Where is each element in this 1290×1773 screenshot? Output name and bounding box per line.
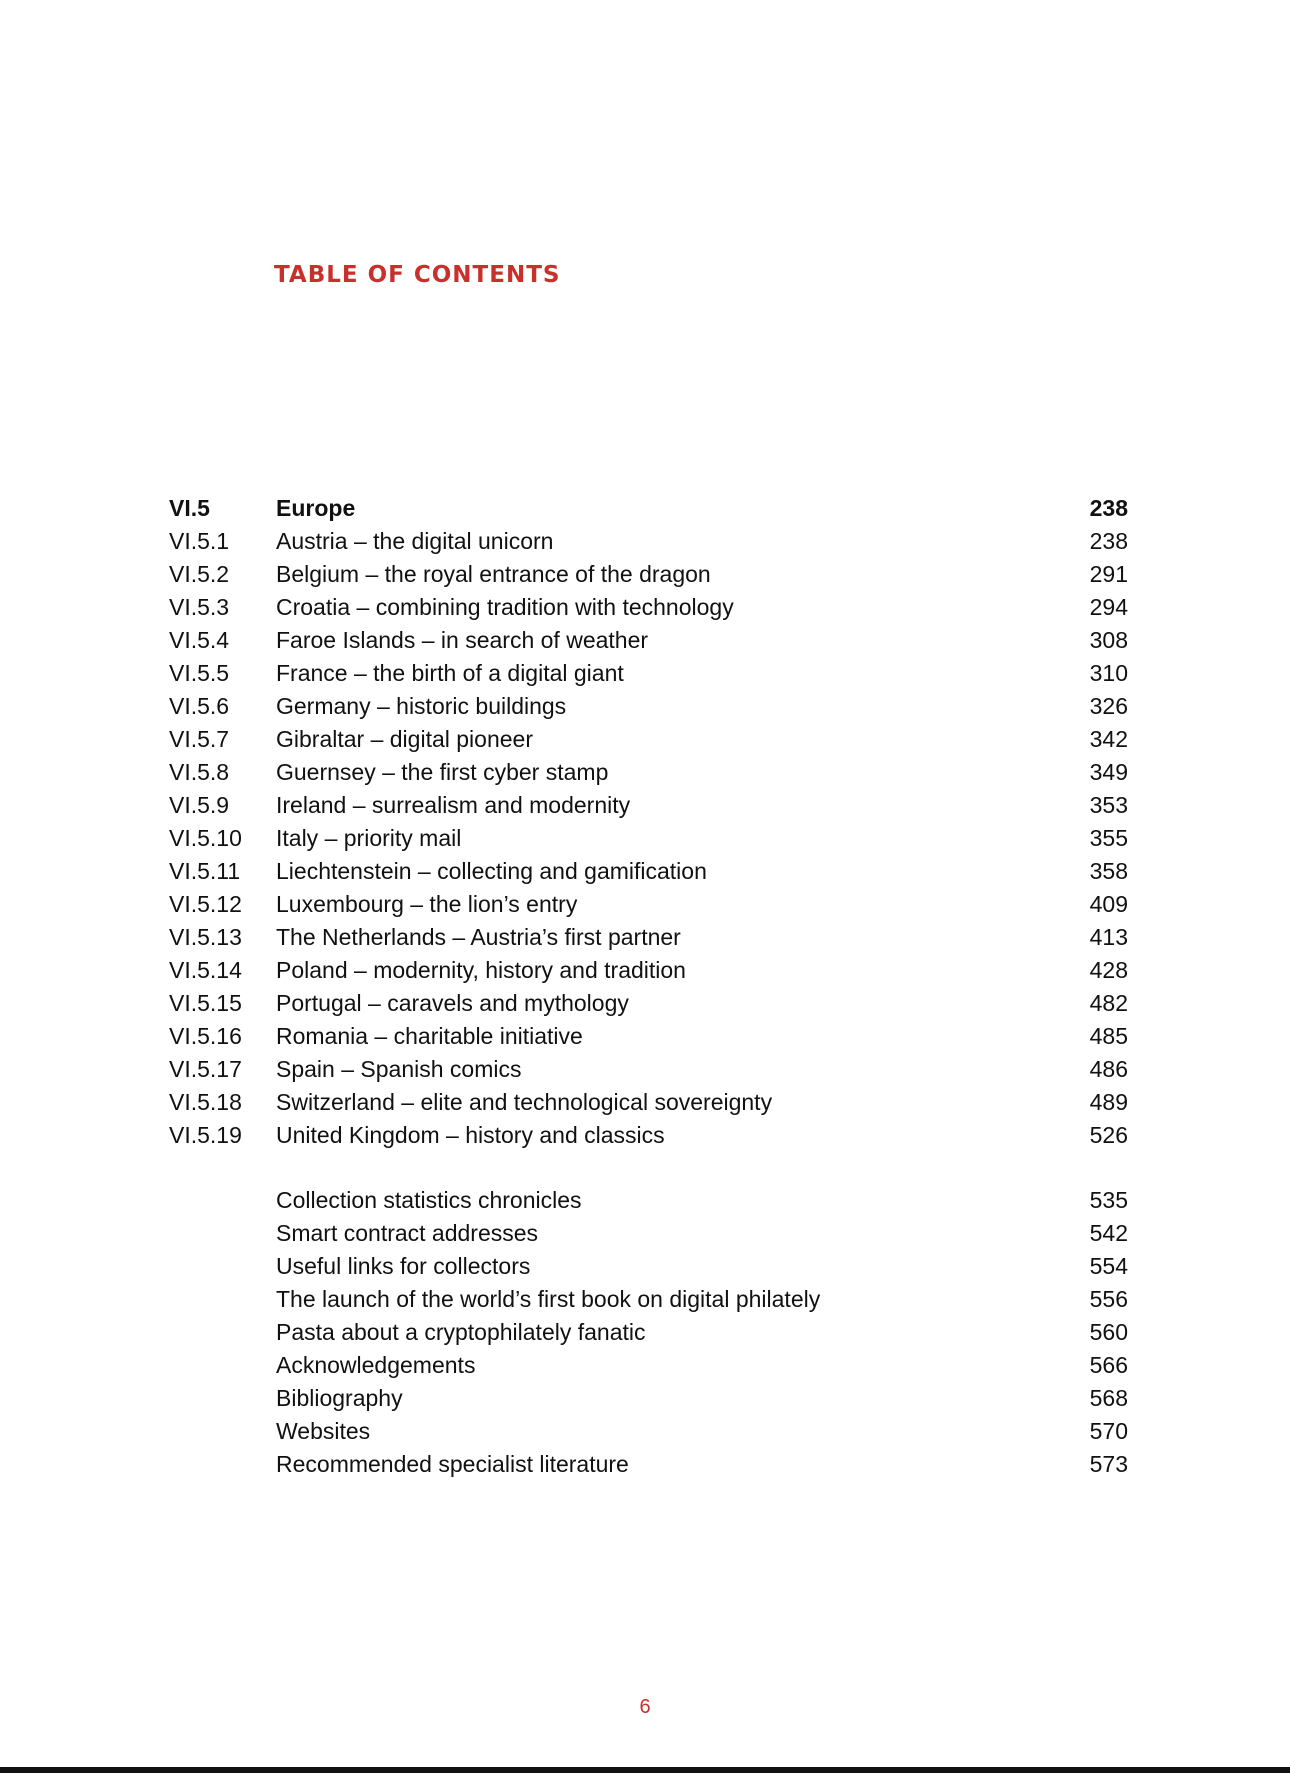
bottom-rule [0,1767,1290,1773]
toc-entry-title: France – the birth of a digital giant [276,660,624,686]
toc-entry-row[interactable] [169,1053,1128,1086]
toc-entry-row[interactable] [169,1448,1128,1481]
toc-section-page: 238 [1089,495,1128,521]
toc-entry-title: Gibraltar – digital pioneer [276,726,533,752]
toc-entry-row[interactable] [169,591,1128,624]
toc-entry-row[interactable] [169,624,1128,657]
toc-entry-title: Collection statistics chronicles [276,1187,582,1213]
toc-entry-page: 349 [1089,759,1128,785]
toc-entry-number: VI.5.17 [169,1056,242,1082]
toc-entry-title: Croatia – combining tradition with technology [276,594,734,620]
toc-entry-number: VI.5.1 [169,528,230,554]
toc-entry-number: VI.5.2 [169,561,230,587]
toc-entry-page: 568 [1089,1385,1128,1411]
toc-entry-row[interactable] [169,1316,1128,1349]
toc-entry-row[interactable] [169,558,1128,591]
toc-entry-number: VI.5.16 [169,1023,242,1049]
toc-entry-page: 535 [1089,1187,1128,1213]
toc-section-row[interactable] [169,492,1128,525]
toc-entry-page: 428 [1089,957,1128,983]
toc-entry-page: 413 [1089,924,1128,950]
toc-entry-page: 326 [1089,693,1128,719]
toc-entry-number: VI.5.9 [169,792,230,818]
toc-entry-row[interactable] [169,954,1128,987]
page-title: TABLE OF CONTENTS [274,262,561,288]
toc-entry-title: Bibliography [276,1385,403,1411]
toc-entry-title: Recommended specialist literature [276,1451,629,1477]
toc-entry-number: VI.5.3 [169,594,230,620]
toc-entry-title: Austria – the digital unicorn [276,528,554,554]
toc-entry-page: 482 [1089,990,1128,1016]
toc-entry-title: The Netherlands – Austria’s first partner [276,924,681,950]
toc-entry-number: VI.5.15 [169,990,242,1016]
toc-entry-row[interactable] [169,1184,1128,1217]
toc-entry-title: Guernsey – the first cyber stamp [276,759,609,785]
toc-entry-page: 355 [1089,825,1128,851]
toc-entry-title: United Kingdom – history and classics [276,1122,665,1148]
toc-entry-row[interactable] [169,888,1128,921]
toc-entry-number: VI.5.7 [169,726,230,752]
toc-entries-list [169,525,1128,1152]
toc-entry-title: Ireland – surrealism and modernity [276,792,631,818]
toc-entry-row[interactable] [169,1382,1128,1415]
toc-entry-number: VI.5.19 [169,1122,242,1148]
toc-entry-title: Belgium – the royal entrance of the dragon [276,561,711,587]
toc-entry-title: Smart contract addresses [276,1220,539,1246]
toc-entry-number: VI.5.13 [169,924,242,950]
toc-entry-row[interactable] [169,756,1128,789]
toc-entry-row[interactable] [169,987,1128,1020]
toc-entry-page: 554 [1089,1253,1128,1279]
toc-entry-title: The launch of the world’s first book on digital philately [276,1286,821,1312]
toc-entry-row[interactable] [169,525,1128,558]
toc-entry-page: 486 [1089,1056,1128,1082]
toc-section-title: Europe [276,495,356,521]
toc-entry-page: 573 [1089,1451,1128,1477]
toc-entry-row[interactable] [169,822,1128,855]
toc-entry-row[interactable] [169,921,1128,954]
toc-entry-row[interactable] [169,1415,1128,1448]
toc-entry-row[interactable] [169,1217,1128,1250]
toc-entry-number: VI.5.4 [169,627,230,653]
toc-entry-title: Faroe Islands – in search of weather [276,627,649,653]
toc-entry-title: Romania – charitable initiative [276,1023,583,1049]
toc-entry-page: 310 [1089,660,1128,686]
toc-entry-title: Acknowledgements [276,1352,476,1378]
toc-entry-page: 566 [1089,1352,1128,1378]
toc-entry-title: Useful links for collectors [276,1253,531,1279]
toc-entry-title: Poland – modernity, history and tradition [276,957,686,983]
toc-entry-page: 238 [1089,528,1128,554]
toc-entry-title: Portugal – caravels and mythology [276,990,629,1016]
page-number: 6 [639,1696,651,1718]
toc-entry-row[interactable] [169,690,1128,723]
toc-entry-number: VI.5.12 [169,891,242,917]
toc-entry-page: 358 [1089,858,1128,884]
toc-entry-page: 560 [1089,1319,1128,1345]
toc-entry-row[interactable] [169,1349,1128,1382]
toc-entry-title: Spain – Spanish comics [276,1056,522,1082]
toc-entry-number: VI.5.8 [169,759,230,785]
toc-entry-page: 542 [1089,1220,1128,1246]
toc-entry-number: VI.5.6 [169,693,230,719]
toc-entry-row[interactable] [169,657,1128,690]
toc-entry-page: 342 [1089,726,1128,752]
toc-entry-page: 556 [1089,1286,1128,1312]
toc-entry-title: Switzerland – elite and technological sovereignty [276,1089,773,1115]
toc-entry-row[interactable] [169,1119,1128,1152]
toc-entry-number: VI.5.18 [169,1089,242,1115]
toc-appendix-list [169,1184,1128,1481]
toc-entry-row[interactable] [169,1283,1128,1316]
toc-entry-title: Liechtenstein – collecting and gamification [276,858,707,884]
toc-entry-title: Germany – historic buildings [276,693,567,719]
toc-entry-row[interactable] [169,1086,1128,1119]
toc-entry-row[interactable] [169,1020,1128,1053]
toc-entry-row[interactable] [169,1250,1128,1283]
toc-entry-row[interactable] [169,723,1128,756]
toc-entry-page: 570 [1089,1418,1128,1444]
toc-entry-page: 353 [1089,792,1128,818]
toc-entry-page: 489 [1089,1089,1128,1115]
toc-entry-number: VI.5.10 [169,825,242,851]
toc-entry-title: Pasta about a cryptophilately fanatic [276,1319,646,1345]
toc-entry-page: 409 [1089,891,1128,917]
toc-entry-number: VI.5.5 [169,660,230,686]
toc-entry-number: VI.5.11 [169,858,241,884]
table-of-contents [169,492,1128,1481]
toc-entry-page: 308 [1089,627,1128,653]
toc-entry-page: 485 [1089,1023,1128,1049]
toc-section-number: VI.5 [169,495,210,521]
toc-entry-page: 526 [1089,1122,1128,1148]
toc-entry-page: 294 [1089,594,1128,620]
toc-entry-title: Luxembourg – the lion’s entry [276,891,578,917]
toc-entry-title: Websites [276,1418,371,1444]
toc-entry-title: Italy – priority mail [276,825,462,851]
toc-entry-page: 291 [1089,561,1128,587]
toc-entry-row[interactable] [169,789,1128,822]
toc-entry-row[interactable] [169,855,1128,888]
toc-spacer [169,1152,1128,1184]
toc-entry-number: VI.5.14 [169,957,242,983]
